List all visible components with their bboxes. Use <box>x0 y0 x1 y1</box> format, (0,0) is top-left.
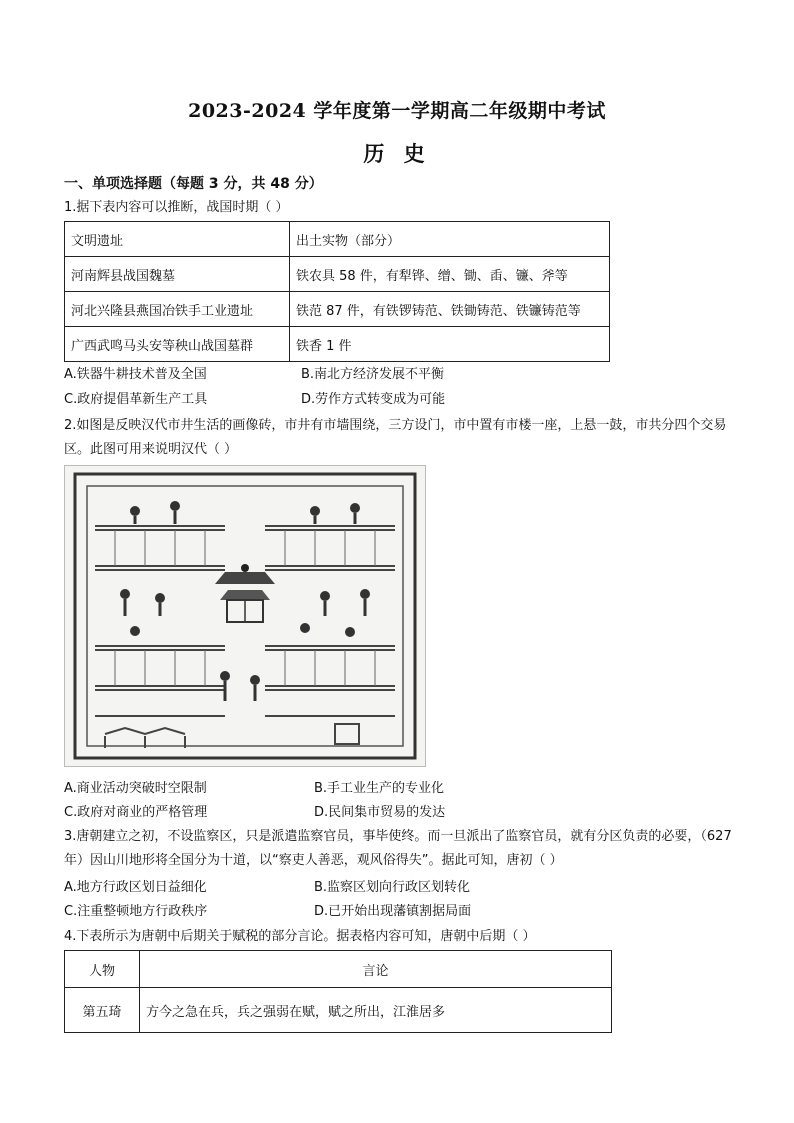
question-2-option-a[interactable]: A.商业活动突破时空限制 <box>64 781 207 796</box>
question-3-option-a[interactable]: A.地方行政区划日益细化 <box>64 880 207 895</box>
table-cell: 铁范 87 件，有铁锣铸范、铁锄铸范、铁镰铸范等 <box>290 292 610 327</box>
table-row <box>65 327 610 362</box>
table-cell: 铁农具 58 件，有犁铧、缯、锄、臿、镰、斧等 <box>290 257 610 292</box>
table-cell: 第五琦 <box>65 988 140 1033</box>
question-1-stem: 1.据下表内容可以推断，战国时期（ ） <box>64 200 289 215</box>
table-header-row <box>65 222 610 257</box>
question-1-option-c[interactable]: C.政府提倡革新生产工具 <box>64 392 208 407</box>
question-3-stem: 3.唐朝建立之初，不设监察区，只是派遣监察官员，事毕使终。而一旦派出了监察官员，就有分区负责的必要，（627 年）因山川地形将全国分为十道，以“察吏人善恶，观风俗得失”。据此可知，唐初（ ） <box>64 829 732 868</box>
han-market-brick-image <box>64 465 426 767</box>
table-header-cell: 出土实物（部分） <box>290 222 610 257</box>
question-1-option-a[interactable]: A.铁器牛耕技术普及全国 <box>64 367 207 382</box>
table-header-row <box>65 951 612 988</box>
table-cell: 方今之急在兵，兵之强弱在赋，赋之所出，江淮居多 <box>140 988 612 1033</box>
market-illustration <box>65 466 425 766</box>
question-1-table <box>64 221 610 362</box>
table-cell: 河南辉县战国魏墓 <box>65 257 290 292</box>
question-2-option-c[interactable]: C.政府对商业的严格管理 <box>64 805 208 820</box>
question-4-table <box>64 950 612 1033</box>
subject-title: 历 史 <box>363 141 431 166</box>
question-2-stem: 2.如图是反映汉代市井生活的画像砖，市井有市墙围绕，三方设门，市中置有市楼一座，上悬一鼓，市共分四个交易区。此图可用来说明汉代（ ） <box>64 418 727 457</box>
table-cell: 河北兴隆县燕国冶铁手工业遗址 <box>65 292 290 327</box>
table-cell: 广西武鸣马头安等秧山战国墓群 <box>65 327 290 362</box>
section-heading: 一、单项选择题（每题 3 分，共 48 分） <box>64 176 323 192</box>
question-4-stem: 4.下表所示为唐朝中后期关于赋税的部分言论。据表格内容可知，唐朝中后期（ ） <box>64 929 536 944</box>
question-1-option-d[interactable]: D.劳作方式转变成为可能 <box>301 392 446 407</box>
question-2-option-b[interactable]: B.手工业生产的专业化 <box>314 781 445 796</box>
question-1-option-b[interactable]: B.南北方经济发展不平衡 <box>301 367 445 382</box>
table-row <box>65 988 612 1033</box>
question-3-option-d[interactable]: D.已开始出现藩镇割据局面 <box>314 904 472 919</box>
table-row <box>65 292 610 327</box>
exam-title: 2023-2024 学年度第一学期高二年级期中考试 <box>188 100 606 122</box>
market-tower <box>215 564 275 622</box>
table-header-cell: 文明遗址 <box>65 222 290 257</box>
table-cell: 铁香 1 件 <box>290 327 610 362</box>
question-3-option-c[interactable]: C.注重整顿地方行政秩序 <box>64 904 208 919</box>
table-header-cell: 人物 <box>65 951 140 988</box>
table-header-cell: 言论 <box>140 951 612 988</box>
question-3-option-b[interactable]: B.监察区划向行政区划转化 <box>314 880 471 895</box>
table-row <box>65 257 610 292</box>
question-2-option-d[interactable]: D.民间集市贸易的发达 <box>314 805 446 820</box>
